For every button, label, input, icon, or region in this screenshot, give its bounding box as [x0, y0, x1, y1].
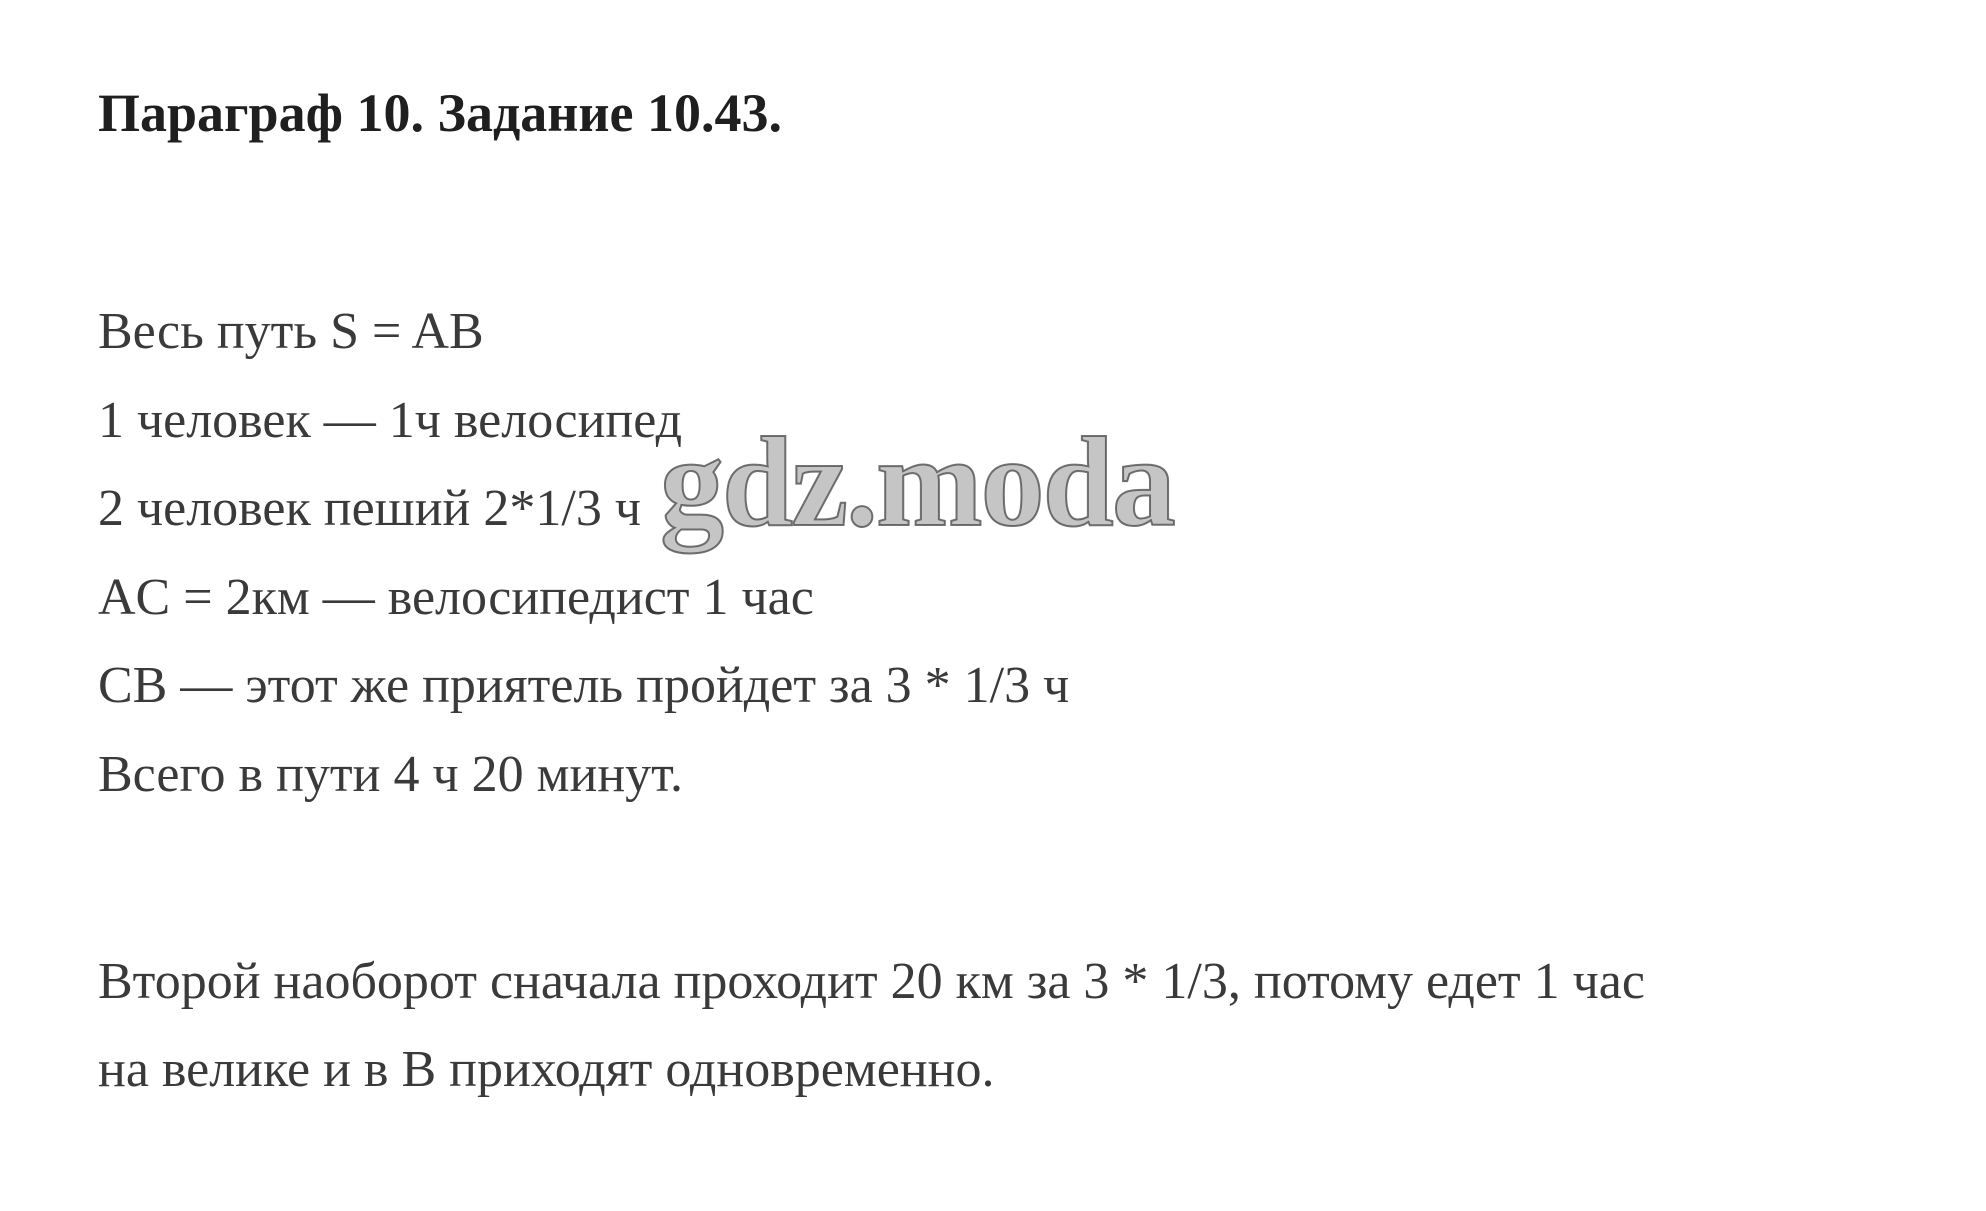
- solution-line: 1 человек — 1ч велосипед: [98, 391, 683, 449]
- solution-block: [98, 288, 1069, 820]
- solution-line: Весь путь S = AB: [98, 303, 484, 360]
- solution-line: CB — этот же приятель пройдет за 3 * 1/3 ч: [98, 657, 1070, 715]
- solution-line: AC = 2км — велосипедист 1 час: [98, 568, 814, 626]
- solution-line: Всего в пути 4 ч 20 минут.: [98, 745, 683, 803]
- conclusion-line: на велике и в B приходят одновременно.: [98, 1041, 995, 1098]
- conclusion-line: Второй наоборот сначала проходит 20 км за 3 * 1/3, потому едет 1 час: [98, 953, 1645, 1010]
- solution-line: 2 человек пеший 2*1/3 ч: [98, 480, 641, 538]
- conclusion-block: [98, 938, 1645, 1114]
- watermark: gdz.moda: [660, 411, 1174, 553]
- page-title: Параграф 10. Задание 10.43.: [98, 83, 782, 143]
